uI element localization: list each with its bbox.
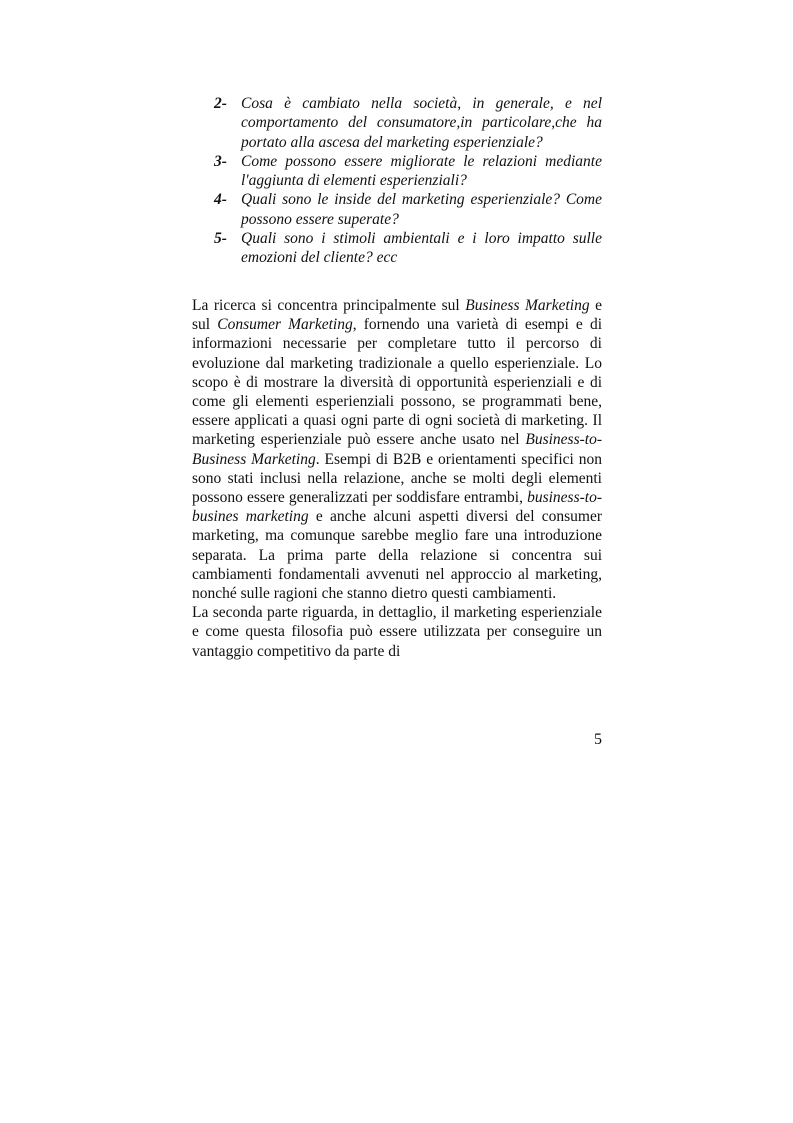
question-text: Come possono essere migliorate le relazioni mediante l'aggiunta di elementi esperienziali? xyxy=(241,152,602,190)
question-number: 4- xyxy=(214,191,227,209)
question-text: Cosa è cambiato nella società, in generale, e nel comportamento del consumatore,in particolare,che ha portato alla ascesa del marketing esperienziale? xyxy=(241,95,602,151)
paragraph-second-part: La seconda parte riguarda, in dettaglio, il marketing esperienziale e come questa filosofia può essere utilizzata per conseguire un vantaggio competitivo da parte di xyxy=(192,604,602,660)
question-item-3 xyxy=(214,152,602,191)
question-number: 2- xyxy=(214,95,227,112)
question-number: 5- xyxy=(214,230,227,248)
question-text: Quali sono le inside del marketing esperienziale? Come possono essere superate? xyxy=(241,191,602,228)
question-number: 3- xyxy=(214,152,227,170)
term-business-to-busines-marketing: business-to-busines marketing xyxy=(192,489,602,526)
text-run: La ricerca si concentra principalmente sul xyxy=(192,297,466,314)
question-item-4 xyxy=(214,190,602,229)
research-questions-list xyxy=(214,94,602,268)
body-text xyxy=(192,296,602,661)
text-run: , fornendo una varietà di esempi e di informazioni necessarie per completare tutto il percorso di evoluzione dal marketing tradizionale a quello esperienziale. Lo scopo è di mostrare la diversità di opportunità esperienziali e di come gli elementi esperienziali possono, se programmati bene, essere applicati a quasi ogni parte di ogni società di marketing. Il marketing esperienziale può essere anche usato nel xyxy=(192,316,603,449)
text-run: e sul xyxy=(192,297,602,334)
question-item-2 xyxy=(214,94,602,152)
term-b2b-marketing: Business-to-Business Marketing xyxy=(192,431,602,468)
page-number: 5 xyxy=(594,731,602,748)
term-consumer-marketing: Consumer Marketing xyxy=(217,316,353,334)
term-business-marketing: Business Marketing xyxy=(465,297,590,314)
question-text: Quali sono i stimoli ambientali e i loro impatto sulle emozioni del cliente? ecc xyxy=(241,230,602,267)
paragraph-research-scope xyxy=(192,296,602,603)
text-run: . Esempi di B2B e orientamenti specifici non sono stati inclusi nella relazione, anche se molti degli elementi possono essere generalizzati per soddisfare entrambi, xyxy=(192,450,602,507)
text-run: e anche alcuni aspetti diversi del consumer marketing, ma comunque sarebbe meglio fare una introduzione separata. La prima parte della relazione si concentra sui cambiamenti fondamentali avvenuti nel approccio al marketing, nonché sulle ragioni che stanno dietro questi cambiamenti. xyxy=(192,508,602,603)
question-item-5 xyxy=(214,229,602,268)
